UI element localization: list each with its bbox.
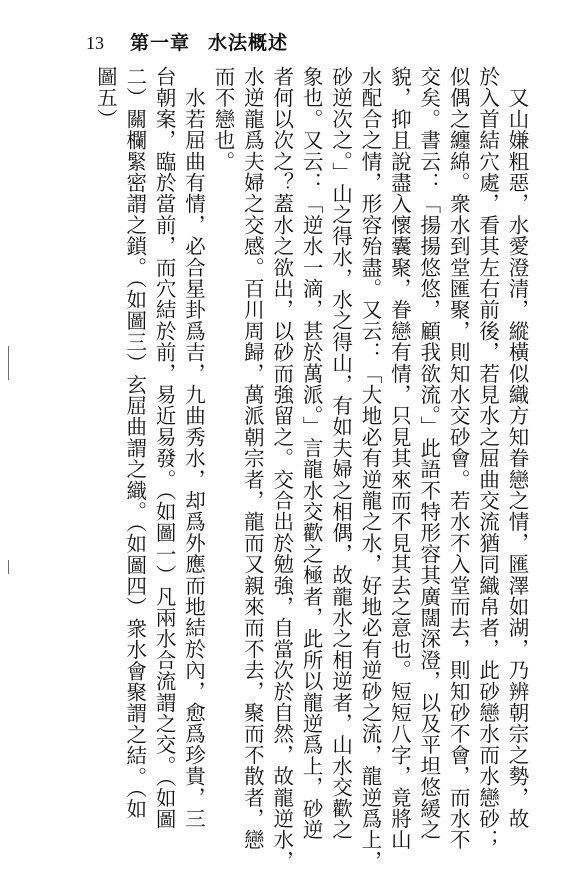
text-column: 二）關欄緊密謂之鎖。（如圖三）玄屈曲謂之織。（如圖四）衆水會聚謂之結。（如 <box>122 66 147 820</box>
page-number: 13 <box>86 33 104 53</box>
body-text <box>90 66 531 872</box>
chapter-title: 第一章 <box>130 32 191 54</box>
text-column: 又山嫌粗惡，水愛澄清，縱橫似織方知眷戀之情，匯澤如湖，乃辨朝宗之勢，故 <box>505 66 529 830</box>
text-column: 水配合之情，形容殆盡。又云：「大地必有逆龍之水，好地必有逆砂之流，龍逆爲上， <box>357 66 382 872</box>
scan-artifact <box>8 346 9 380</box>
text-column: 水若屈曲有情，必合星卦爲吉，九曲秀水，却爲外應而地結於內，愈爲珍貴，三 <box>181 66 206 830</box>
text-column: 似偶之纏綿。衆水到堂匯聚，則知水交砂會。若水不入堂而去，則知砂不會，而水不 <box>446 66 471 851</box>
text-column: 象也。又云：「逆水一滴，甚於萬派。」言龍水交歡之極者，此所以龍逆爲上，砂逆 <box>299 66 324 841</box>
text-column: 者何以次之？蓋水之欲出，以砂而強留之。交合出於勉強，自當次於自然，故龍逆水， <box>269 66 294 872</box>
text-column: 而不戀也。 <box>210 66 235 172</box>
text-column: 砂逆次之。」山之得水，水之得山，有如夫婦之相偶，故龍水之相逆者，山水交歡之 <box>328 66 353 841</box>
page-header <box>86 34 288 60</box>
scan-artifact <box>8 560 9 574</box>
text-column: 貌，抑且說盡入懷囊聚，眷戀有情，只見其來而不見其去之意也。短短八字，竟將山 <box>387 66 412 851</box>
text-column: 於入首結穴處，看其左右前後，若見水之屈曲交流猶同織帛者，此砂戀水而水戀砂； <box>475 66 500 851</box>
text-column: 交矣。書云：「揚揚悠悠，顧我欲流。」此語不特形容其廣闊深澄，以及平坦悠緩之 <box>416 66 441 841</box>
section-title: 水法概述 <box>208 32 289 54</box>
text-column: 水逆龍爲夫婦之交感。百川周歸，萬派朝宗者，龍而又親來而不去，聚而不散者，戀 <box>240 66 265 851</box>
text-column: 圖五） <box>93 66 118 130</box>
text-column: 台朝案，臨於當前，而穴結於前，易近易發。（如圖一）凡兩水合流謂之交。（如圖 <box>152 66 177 830</box>
